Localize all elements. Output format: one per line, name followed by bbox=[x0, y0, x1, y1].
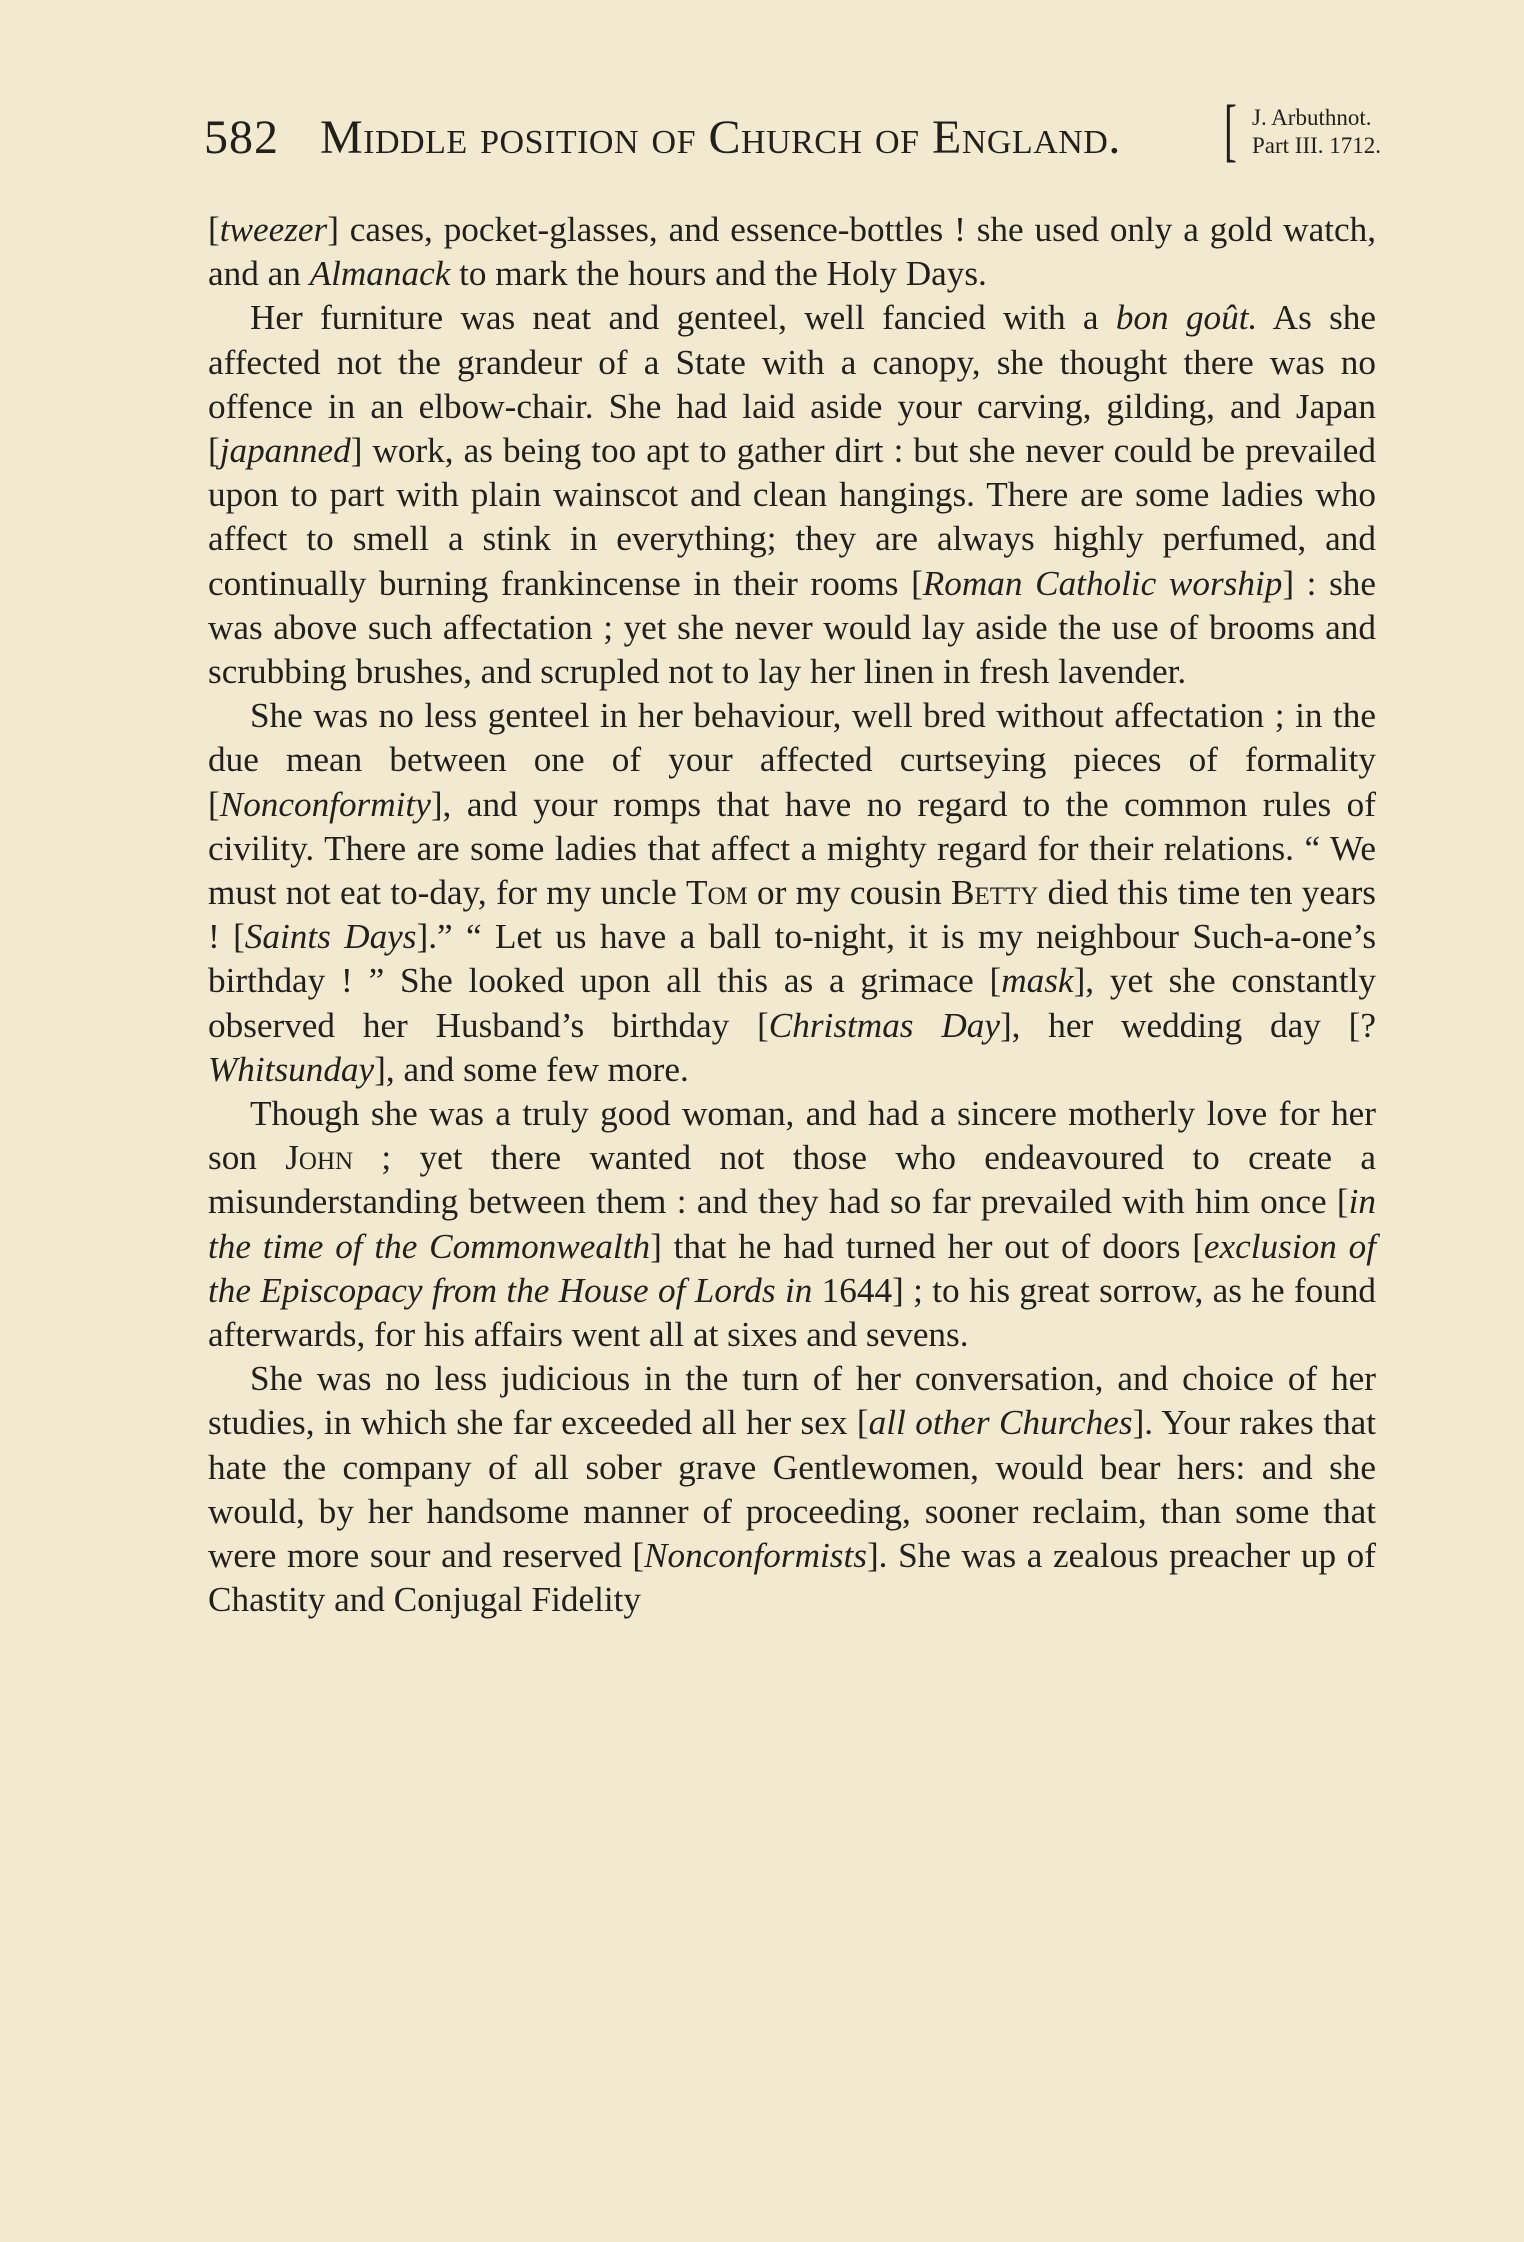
page-header bbox=[204, 92, 1384, 172]
text-run: She was no less judicious in the turn of her conversation, and choice of her studies, in which she far exceeded all her sex [ bbox=[208, 1359, 1376, 1443]
side-note-author: J. Arbuthnot. bbox=[1252, 105, 1372, 130]
side-note bbox=[1224, 92, 1384, 169]
text-run: ] work, as being too apt to gather dirt : but she never could be prevailed upon to part with plain wainscot and clean hangings. There are some ladies who affect to smell a stink in everything; they are always highly perfumed, and continually burning frankincense in their rooms [ bbox=[208, 431, 1376, 603]
italic-run: Almanack bbox=[309, 254, 451, 294]
paragraph bbox=[208, 208, 1376, 296]
text-run: ].” “ Let us have a ball to-night, it is my neighbour Such-a-one’s birthday ! ” She looked upon all this as a grimace [ bbox=[208, 917, 1377, 1001]
italic-run: Saints Days bbox=[244, 917, 417, 957]
italic-run: Whitsunday bbox=[208, 1049, 375, 1089]
text-run: She was no less genteel in her behaviour, well bred without affectation ; in the due mean between one of your affected curtseying pieces of formality [ bbox=[208, 696, 1376, 824]
text-run: ], and some few more. bbox=[374, 1049, 689, 1089]
text-run: Her furniture was neat and genteel, well fancied with a bbox=[250, 298, 1116, 338]
small-caps-run: Tom bbox=[685, 873, 748, 913]
text-run: to mark the hours and the Holy Days. bbox=[450, 254, 987, 294]
italic-run: Nonconformists bbox=[644, 1536, 867, 1576]
text-run: ] that he had turned her out of doors [ bbox=[650, 1226, 1204, 1266]
text-run: ]. Your rakes that hate the company of all sober grave Gentlewomen, would bear hers: and she would, by her handsome manner of proceeding, sooner reclaim, than some that were more sour and reserved [ bbox=[208, 1403, 1376, 1576]
text-run: Though she was a truly good woman, and had a sincere motherly love for her son bbox=[208, 1094, 1376, 1178]
italic-run: tweezer bbox=[219, 210, 328, 249]
paragraph bbox=[208, 296, 1376, 694]
italic-run: Nonconformity bbox=[219, 784, 431, 824]
text-run: ]. She was a zealous preacher up of Chastity and Conjugal Fidelity bbox=[208, 1536, 1376, 1620]
text-run: ], yet she constantly observed her Husband’s birthday [ bbox=[208, 961, 1376, 1045]
text-run: [ bbox=[208, 210, 220, 249]
text-run: As she affected not the grandeur of a State with a canopy, she thought there was no offence in an elbow-chair. She had laid aside your carving, gilding, and Japan [ bbox=[208, 298, 1376, 471]
italic-run: in the time of the Commonwealth bbox=[208, 1182, 1376, 1266]
italic-run: all other Churches bbox=[868, 1403, 1133, 1443]
italic-run: japanned bbox=[219, 431, 351, 471]
italic-run: bon goût. bbox=[1115, 298, 1258, 338]
text-run: ; yet there wanted not those who endeavoured to create a misunderstanding between them : and they had so far prevailed with him once [ bbox=[208, 1138, 1376, 1222]
paragraph bbox=[208, 694, 1376, 1092]
small-caps-run: John bbox=[285, 1138, 354, 1178]
text-run: died this time ten years ! [ bbox=[208, 873, 1376, 957]
text-run: ] : she was above such affectation ; yet she never would lay aside the use of brooms and scrubbing brushes, and scrupled not to lay her linen in fresh lavender. bbox=[208, 563, 1376, 692]
side-note-part: Part III. 1712. bbox=[1252, 133, 1382, 158]
paragraph bbox=[208, 1092, 1376, 1357]
body-text bbox=[208, 208, 1376, 1623]
text-run: 1644] ; to his great sorrow, as he found afterwards, for his affairs went all at sixes and sevens. bbox=[208, 1270, 1377, 1355]
text-run: ], and your romps that have no regard to the common rules of civility. There are some ladies that affect a mighty regard for their relations. “ We must not eat to-day, for my uncle bbox=[208, 784, 1376, 913]
bracket-glyph: [ bbox=[1224, 92, 1237, 169]
text-run: ], her wedding day [? bbox=[999, 1005, 1377, 1045]
running-title: Middle position of Church of England. bbox=[320, 111, 1121, 164]
italic-run: mask bbox=[1001, 961, 1074, 1001]
italic-run: exclusion of the Episcopacy from the House of Lords in bbox=[208, 1226, 1376, 1310]
italic-run: Roman Catholic worship bbox=[922, 563, 1283, 603]
page-number: 582 bbox=[204, 111, 279, 164]
paragraph bbox=[208, 1357, 1376, 1622]
text-run: or my cousin bbox=[747, 873, 952, 913]
text-run: ] cases, pocket-glasses, and essence-bottles ! she used only a gold watch, and an bbox=[208, 210, 1376, 294]
small-caps-run: Betty bbox=[951, 873, 1039, 913]
italic-run: Christmas Day bbox=[768, 1005, 1000, 1045]
